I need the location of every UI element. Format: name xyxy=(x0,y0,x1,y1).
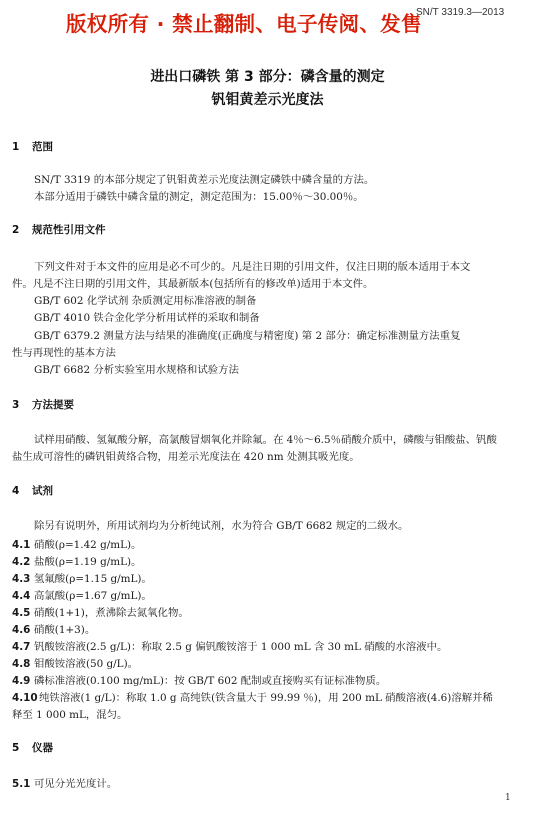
reagent-item: 4.6 硝酸(1+3)。 xyxy=(12,624,96,636)
document-title: 进出口磷铁 第 3 部分：磷含量的测定 xyxy=(150,69,385,85)
paragraph: 本部分适用于磷铁中磷含量的测定，测定范围为：15.00％～30.00％。 xyxy=(34,191,364,203)
reagent-item: 4.2 盐酸(ρ=1.19 g/mL)。 xyxy=(12,556,142,568)
document-subtitle: 钒钼黄差示光度法 xyxy=(211,92,324,108)
section-1-heading xyxy=(12,139,53,154)
reference-item-continuation: 性与再现性的基本方法 xyxy=(12,347,116,359)
reference-item: GB/T 6682 分析实验室用水规格和试验方法 xyxy=(34,364,239,376)
reagent-item: 4.10纯铁溶液(1 g/L)：称取 1.0 g 高纯铁(铁含量大于 99.99 ％)，用 200 mL 硝酸溶液(4.6)溶解并稀 xyxy=(12,692,493,704)
reagent-item-continuation: 释至 1 000 mL，混匀。 xyxy=(12,709,128,721)
reagent-item: 4.3 氢氟酸(ρ=1.15 g/mL)。 xyxy=(12,573,152,585)
page-number: 1 xyxy=(505,793,511,803)
reagent-item: 4.8 钼酸铵溶液(50 g/L)。 xyxy=(12,658,139,670)
section-title: 仪器 xyxy=(32,742,53,754)
paragraph-continuation: 件。凡是不注日期的引用文件，其最新版本(包括所有的修改单)适用于本文件。 xyxy=(12,278,374,290)
section-2-heading xyxy=(12,222,106,237)
section-number: 4 xyxy=(12,485,20,497)
paragraph-continuation: 盐生成可溶性的磷钒钼黄络合物，用差示光度法在 420 nm 处测其吸光度。 xyxy=(12,451,360,463)
reagent-item: 4.5 硝酸(1+1)，煮沸除去氮氧化物。 xyxy=(12,607,189,619)
reference-item: GB/T 4010 铁合金化学分析用试样的采取和制备 xyxy=(34,312,260,324)
section-number: 3 xyxy=(12,399,20,411)
section-title: 规范性引用文件 xyxy=(32,224,106,236)
reference-item: GB/T 602 化学试剂 杂质测定用标准溶液的制备 xyxy=(34,295,257,307)
paragraph: 试样用硝酸、氢氟酸分解，高氯酸冒烟氧化并除氟。在 4％～6.5％硝酸介质中，磷酸与钼酸盐、钒酸 xyxy=(34,434,497,446)
paragraph: SN/T 3319 的本部分规定了钒钼黄差示光度法测定磷铁中磷含量的方法。 xyxy=(34,174,375,186)
paragraph: 除另有说明外，所用试剂均为分析纯试剂，水为符合 GB/T 6682 规定的二级水。 xyxy=(34,520,409,532)
section-3-heading xyxy=(12,397,74,412)
section-title: 范围 xyxy=(32,141,53,153)
section-number: 5 xyxy=(12,742,20,754)
reagent-item: 4.4 高氯酸(ρ=1.67 g/mL)。 xyxy=(12,590,152,602)
standard-number: SN/T 3319.3—2013 xyxy=(416,7,505,18)
section-title: 方法提要 xyxy=(32,399,74,411)
copyright-banner: 版权所有 · 禁止翻制、电子传阅、发售 xyxy=(66,12,422,36)
section-number: 1 xyxy=(12,141,20,153)
section-4-heading xyxy=(12,483,53,498)
instrument-item: 5.1 可见分光光度计。 xyxy=(12,778,118,790)
paragraph: 下列文件对于本文件的应用是必不可少的。凡是注日期的引用文件，仅注日期的版本适用于本文 xyxy=(34,261,471,273)
section-title: 试剂 xyxy=(32,485,53,497)
reference-item: GB/T 6379.2 测量方法与结果的准确度(正确度与精密度) 第 2 部分：确定标准测量方法重复 xyxy=(34,330,461,342)
section-5-heading xyxy=(12,740,53,755)
section-number: 2 xyxy=(12,224,20,236)
reagent-item: 4.9 磷标准溶液(0.100 mg/mL)：按 GB/T 602 配制或直接购买有证标准物质。 xyxy=(12,675,387,687)
reagent-item: 4.7 钒酸铵溶液(2.5 g/L)：称取 2.5 g 偏钒酸铵溶于 1 000 mL 含 30 mL 硝酸的水溶液中。 xyxy=(12,641,448,653)
reagent-item: 4.1 硝酸(ρ=1.42 g/mL)。 xyxy=(12,539,142,551)
